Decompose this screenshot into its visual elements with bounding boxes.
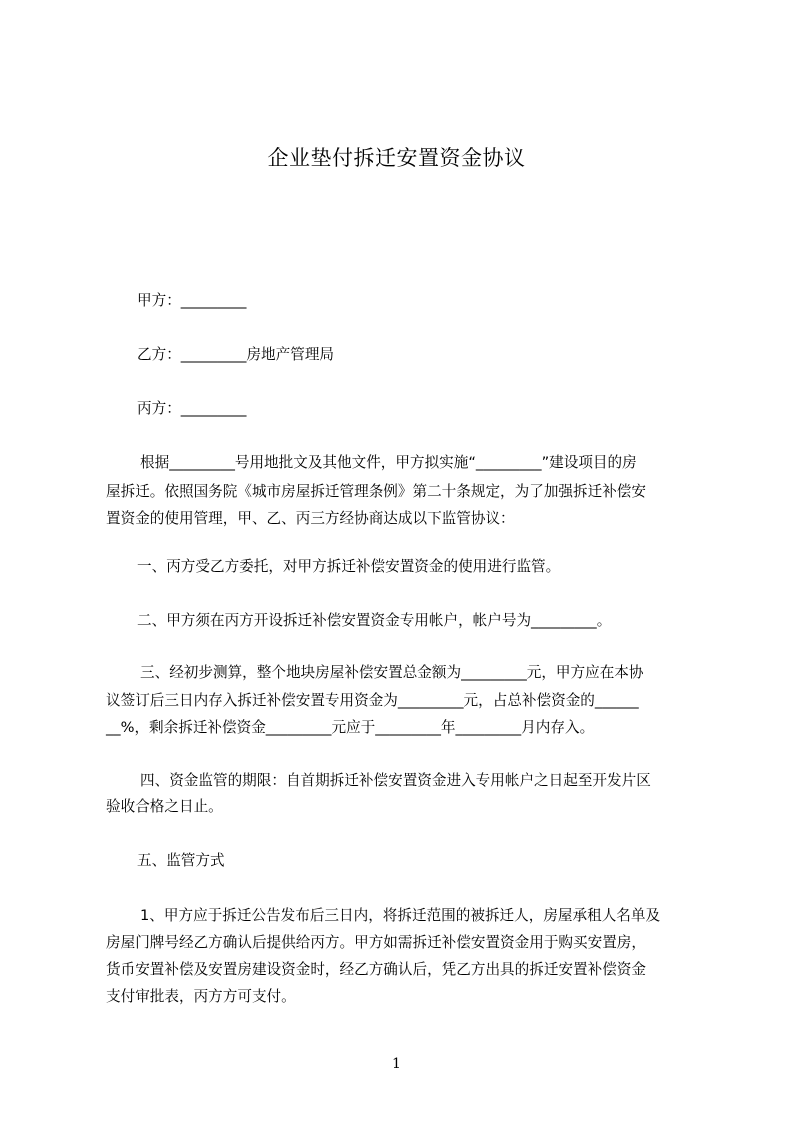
clause-5-item-1-line-1: 1、甲方应于拆迁公告发布后三日内，将拆迁范围的被拆迁人，房屋承租人名单及 [140,907,661,924]
intro-line-3: 置资金的使用管理，甲、乙、丙三方经协商达成以下监管协议： [106,510,515,527]
clause-1: 一、丙方受乙方委托，对甲方拆迁补偿安置资金的使用进行监管。 [137,558,561,575]
clause-4-line-2: 验收合格之日止。 [106,798,223,815]
clause-5-item-1-line-3: 货币安置补偿及安置房建设资金时，经乙方确认后，凭乙方出具的拆迁安置补偿资金 [106,961,646,978]
clause-5-item-1-line-4: 支付审批表，丙方方可支付。 [106,988,296,1005]
page-number: 1 [392,1056,401,1072]
clause-5-item-1-line-2: 房屋门牌号经乙方确认后提供给丙方。甲方如需拆迁补偿安置资金用于购买安置房， [106,934,646,951]
document-title: 企业垫付拆迁安置资金协议 [267,146,526,170]
party-c-line: 丙方：_________ [137,400,247,417]
clause-2: 二、甲方须在丙方开设拆迁补偿安置资金专用帐户，帐户号为_________。 [137,612,612,629]
clause-3-line-3: __%，剩余拆迁补偿资金_________元应于_________年_________月内存入。 [106,719,595,736]
clause-5-heading: 五、监管方式 [137,852,225,869]
clause-3-line-2: 议签订后三日内存入拆迁补偿安置专用资金为_________元，占总补偿资金的______ [106,692,639,709]
clause-3-line-1: 三、经初步测算，整个地块房屋补偿安置总金额为_________元，甲方应在本协 [140,664,644,681]
party-a-line: 甲方：_________ [137,292,247,309]
intro-line-1: 根据_________号用地批文及其他文件，甲方拟实施“_________”建设项目的房 [140,454,637,471]
clause-4-line-1: 四、资金监管的期限：自首期拆迁补偿安置资金进入专用帐户之日起至开发片区 [140,772,651,789]
intro-line-2: 屋拆迁。依照国务院《城市房屋拆迁管理条例》第二十条规定，为了加强拆迁补偿安 [106,483,646,500]
party-b-line: 乙方：_________房地产管理局 [137,346,335,363]
